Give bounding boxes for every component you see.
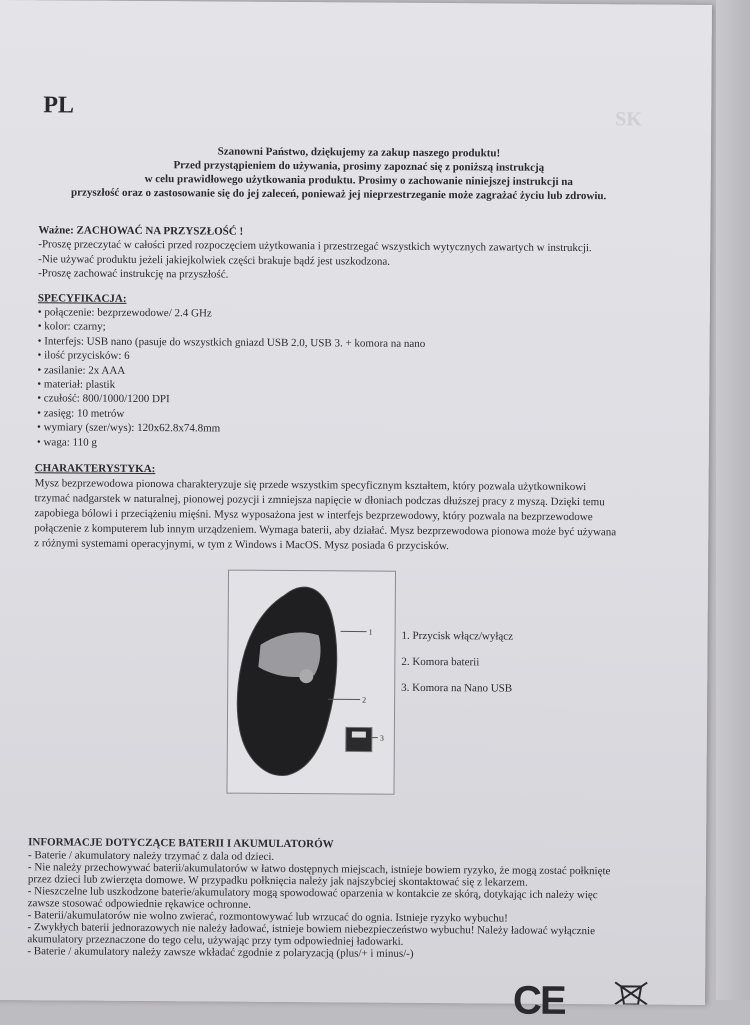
important-title: Ważne: ZACHOWAĆ NA PRZYSZŁOŚĆ ! bbox=[38, 223, 592, 241]
callout-label-3: 3 bbox=[380, 734, 384, 743]
spec-item: • zasilanie: 2x AAA bbox=[37, 363, 425, 380]
characteristics-line: połączenie z komputerem lub innym urządzeniem. Wymaga baterii, aby działać. Mysz bezprzewodowa pionowa może być używana bbox=[34, 521, 634, 540]
battery-line: - Nieszczelne lub uszkodzone baterie/akumulatory mogą spowodować oparzenia w kontakcie ze skórą, dotykając ich należy więc bbox=[28, 885, 668, 901]
legend-item: 2. Komora baterii bbox=[401, 649, 513, 676]
diagram-legend bbox=[401, 623, 513, 702]
callout-label-1: 1 bbox=[369, 628, 373, 637]
battery-line: akumulatory przeznaczone do tego celu, używając przy tym odpowiedniej ładowarki. bbox=[27, 933, 667, 949]
battery-title: INFORMACJE DOTYCZĄCE BATERII I AKUMULATORÓW bbox=[28, 836, 668, 852]
spec-item: • kolor: czarny; bbox=[38, 320, 426, 337]
nano-usb-receiver bbox=[346, 727, 372, 751]
battery-line: - Baterie / akumulatory należy trzymać z dala od dzieci. bbox=[28, 849, 668, 865]
spec-item: • czułość: 800/1000/1200 DPI bbox=[37, 392, 425, 409]
specification-title: SPECYFIKACJA: bbox=[38, 291, 426, 308]
spec-item: • materiał: plastik bbox=[37, 377, 425, 394]
intro-line: Przed przystąpieniem do używania, prosimy zapoznać się z poniższą instrukcją bbox=[59, 157, 659, 175]
intro-line: przyszłość oraz o zastosowanie się do jej zaleceń, ponieważ jej nieprzestrzeganie może zagrażać życiu lub zdrowiu. bbox=[19, 185, 659, 203]
characteristics-line: z różnymi systemami operacyjnymi, w tym z Windows i MacOS. Mysz posiada 6 przycisków. bbox=[34, 536, 634, 555]
important-line: -Proszę zachować instrukcję na przyszłość. bbox=[38, 266, 592, 284]
battery-line: - Baterie / akumulatory należy zawsze wkładać zgodnie z polaryzacją (plus/+ i minus/-) bbox=[27, 945, 667, 961]
usb-connector-icon bbox=[352, 731, 366, 737]
battery-line: przez dzieci lub zwierzęta domowe. W przypadku połknięcia należy jak najszybciej skontaktować się z lekarzem. bbox=[28, 873, 668, 889]
characteristics-line: trzymać nadgarstek w naturalnej, pionowej pozycji i zmniejsza napięcie w dłoniach podczas dłuższej pracy z myszą. Dzięki temu bbox=[34, 491, 634, 510]
characteristics-section bbox=[34, 461, 635, 555]
callout-label-2: 2 bbox=[362, 696, 366, 705]
spec-item: • połączenie: bezprzewodowe/ 2.4 GHz bbox=[38, 305, 426, 322]
weee-crossed-bin-icon bbox=[611, 980, 651, 1004]
page-edge bbox=[716, 0, 750, 1000]
legend-item: 3. Komora na Nano USB bbox=[401, 675, 513, 702]
spec-item: • wymiary (szer/wys): 120x62.8x74.8mm bbox=[37, 421, 425, 438]
mouse-body-shape bbox=[237, 587, 337, 776]
characteristics-line: Mysz bezprzewodowa pionowa charakteryzuje się przede wszystkim specyficznym kształtem, który pozwala użytkownikowi bbox=[35, 476, 635, 495]
spec-item: • waga: 110 g bbox=[37, 435, 425, 452]
important-line: -Proszę przeczytać w całości przed rozpoczęciem użytkowania i przestrzegać wszystkich wytycznych zawartych w instrukcji. bbox=[38, 237, 592, 255]
battery-section bbox=[27, 836, 668, 961]
ce-mark: CE bbox=[513, 979, 565, 1024]
characteristics-title: CHARAKTERYSTYKA: bbox=[35, 461, 635, 480]
important-line: -Nie używać produktu jeżeli jakiejkolwiek części brakuje bądź jest uszkodzona. bbox=[38, 252, 592, 270]
spec-item: • Interfejs: USB nano (pasuje do wszystkich gniazd USB 2.0, USB 3. + komora na nano bbox=[38, 334, 426, 351]
intro-paragraph bbox=[59, 143, 659, 203]
mouse-illustration bbox=[227, 571, 395, 794]
legend-item: 1. Przycisk włącz/wyłącz bbox=[401, 623, 513, 650]
spec-item: • zasięg: 10 metrów bbox=[37, 406, 425, 423]
spec-item: • ilość przycisków: 6 bbox=[37, 348, 425, 365]
characteristics-line: zapobiega bólowi i przeciążeniu mięśni. Mysz wyposażona jest w interfejs bezprzewodowy, który pozwala na bezprzewodowe bbox=[34, 506, 634, 525]
language-code: PL bbox=[43, 92, 74, 119]
battery-line: - Baterii/akumulatorów nie wolno zwierać, rozmontowywać lub wrzucać do ognia. Istnieje ryzyko wybuchu! bbox=[28, 909, 668, 925]
battery-line: - Zwykłych baterii jednorazowych nie należy ładować, istnieje bowiem niebezpieczeństwo wybuchu! Należy ładować wyłącznie bbox=[27, 921, 667, 937]
show-through-language-code: SK bbox=[615, 108, 642, 131]
intro-line: Szanowni Państwo, dziękujemy za zakup naszego produktu! bbox=[59, 143, 659, 161]
power-switch-icon bbox=[299, 669, 313, 683]
intro-line: w celu prawidłowego użytkowania produktu. Prosimy o zachowanie niniejszej instrukcji na bbox=[59, 171, 659, 189]
mouse-diagram bbox=[226, 570, 396, 795]
battery-line: - Nie należy przechowywać baterii/akumulatorów w łatwo dostępnych miejscach, istnieje bowiem ryzyko, że mogą zostać połknięte bbox=[28, 861, 668, 877]
battery-line: zawsze stosować odpowiednie rękawice ochronne. bbox=[28, 897, 668, 913]
important-section bbox=[38, 223, 592, 284]
specification-section bbox=[37, 291, 426, 452]
